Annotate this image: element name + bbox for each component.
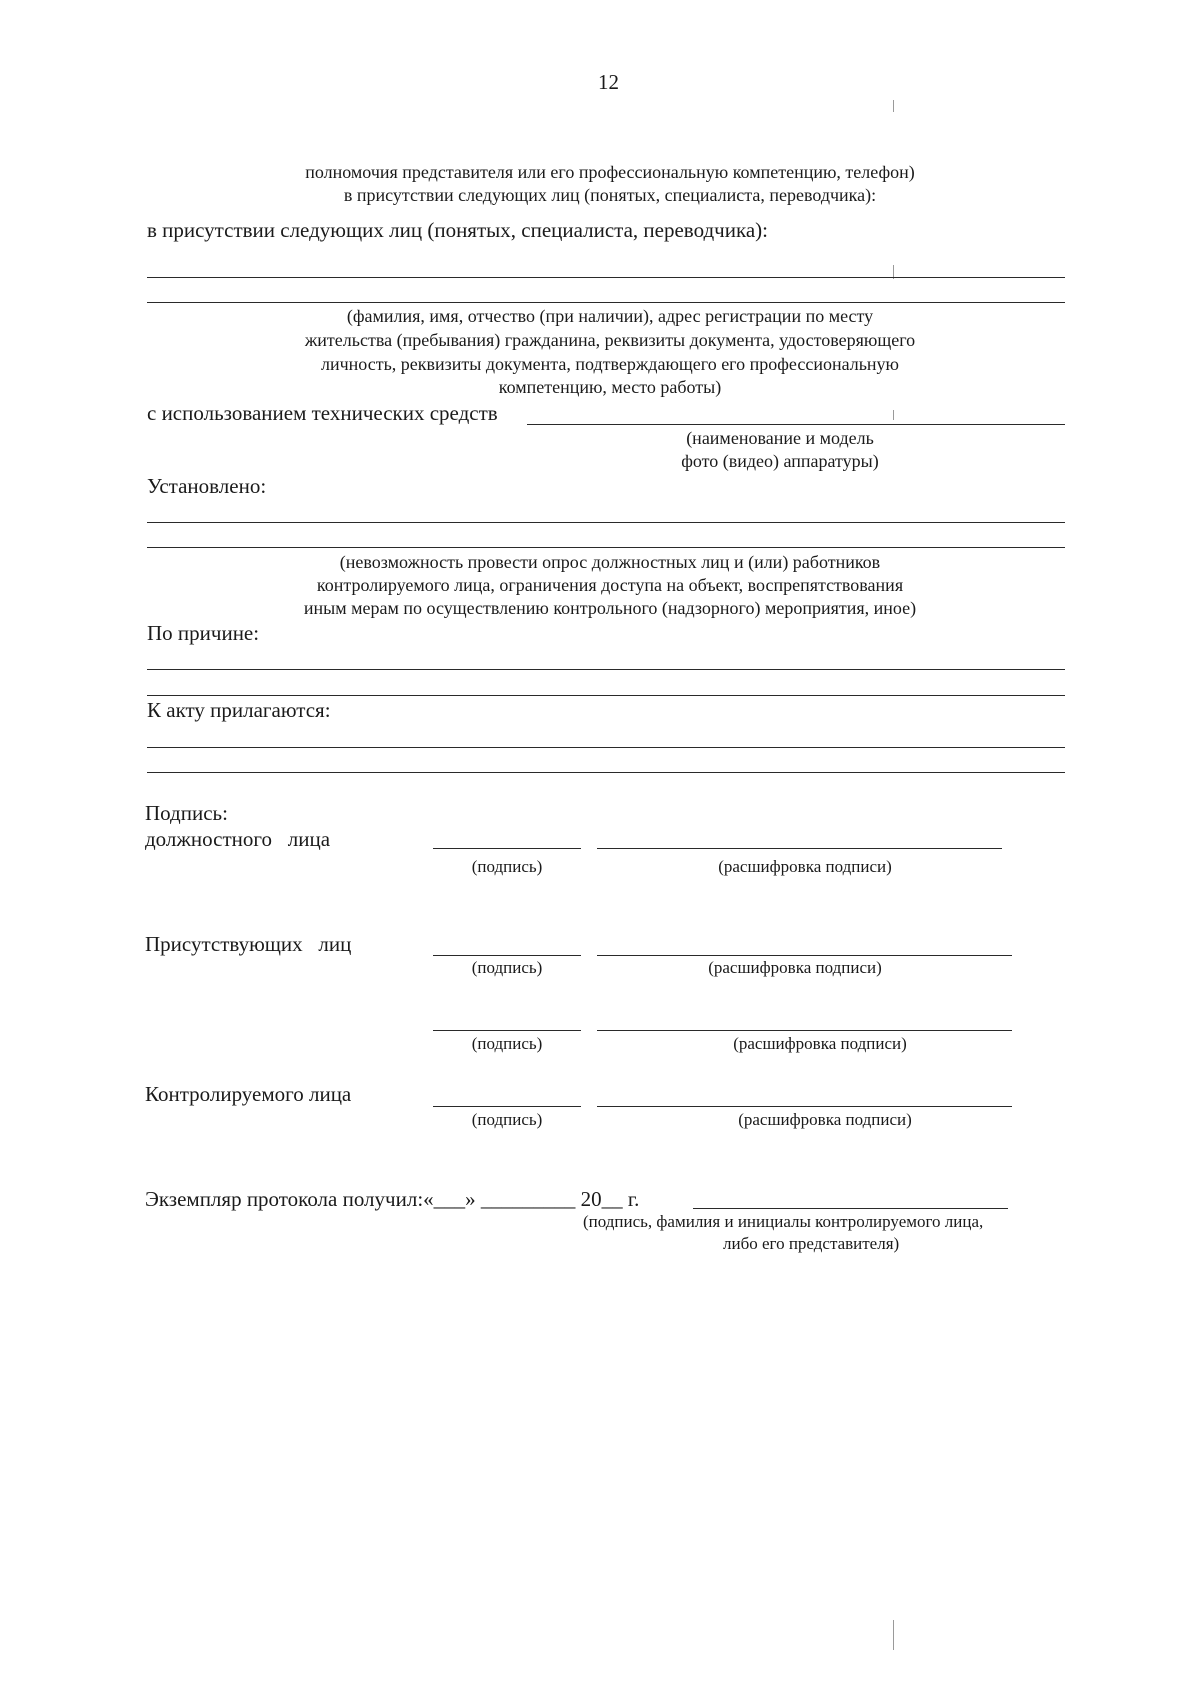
present-signature-caption-1: (подпись) <box>471 958 543 977</box>
present-decoding-caption-2: (расшифровка подписи) <box>733 1034 907 1053</box>
established-caption-line-3: иным мерам по осуществлению контрольного (надзорного) мероприятия, иное) <box>303 598 917 618</box>
present-signature-line-2 <box>433 1030 581 1031</box>
reason-fill-line-1 <box>147 669 1065 670</box>
established-fill-line-1 <box>147 522 1065 523</box>
established-caption-line-2: контролируемого лица, ограничения доступа на объект, воспрепятствования <box>316 575 904 595</box>
technical-means-caption-line-1: (наименование и модель <box>686 428 874 448</box>
official-signature-line <box>433 848 581 849</box>
official-signature-label: должностного лица <box>145 827 331 851</box>
technical-means-label: с использованием технических средств <box>147 401 498 425</box>
presence-fill-line-1 <box>147 277 1065 278</box>
official-signature-caption: (подпись) <box>471 857 543 876</box>
controlled-person-label: Контролируемого лица <box>145 1082 352 1106</box>
scan-artifact-mark <box>893 410 894 420</box>
presence-caption-line-2: жительства (пребывания) гражданина, реквизиты документа, удостоверяющего <box>304 330 916 350</box>
presence-label: в присутствии следующих лиц (понятых, специалиста, переводчика): <box>147 218 768 242</box>
presence-caption-line-4: компетенцию, место работы) <box>498 377 722 397</box>
present-decoding-line-1 <box>597 955 1012 956</box>
present-decoding-caption-1: (расшифровка подписи) <box>708 958 882 977</box>
attachments-fill-line-1 <box>147 747 1065 748</box>
controlled-signature-line <box>433 1106 581 1107</box>
present-decoding-line-2 <box>597 1030 1012 1031</box>
official-decoding-line <box>597 848 1002 849</box>
header-note-line-1: полномочия представителя или его профессиональную компетенцию, телефон) <box>305 162 915 182</box>
controlled-signature-caption: (подпись) <box>471 1110 543 1129</box>
reason-label: По причине: <box>147 621 260 645</box>
official-decoding-caption: (расшифровка подписи) <box>718 857 892 876</box>
page-number: 12 <box>598 70 619 94</box>
attachments-label: К акту прилагаются: <box>147 698 331 722</box>
controlled-decoding-caption: (расшифровка подписи) <box>738 1110 912 1129</box>
established-label: Установлено: <box>147 474 267 498</box>
technical-means-caption-line-2: фото (видео) аппаратуры) <box>681 451 879 471</box>
present-signature-caption-2: (подпись) <box>471 1034 543 1053</box>
established-fill-line-2 <box>147 547 1065 548</box>
attachments-fill-line-2 <box>147 772 1065 773</box>
presence-caption-line-1: (фамилия, имя, отчество (при наличии), адрес регистрации по месту <box>346 306 874 326</box>
copy-received-caption-line-1: (подпись, фамилия и инициалы контролируемого лица, <box>583 1212 984 1231</box>
header-note-line-2: в присутствии следующих лиц (понятых, специалиста, переводчика): <box>343 185 877 205</box>
copy-received-label: Экземпляр протокола получил:«___» _________ 20__ г. <box>145 1187 640 1211</box>
signatures-heading: Подпись: <box>145 801 228 825</box>
established-caption-line-1: (невозможность провести опрос должностных лиц и (или) работников <box>339 552 881 572</box>
copy-received-caption-line-2: либо его представителя) <box>723 1234 900 1253</box>
copy-received-signature-line <box>693 1208 1008 1209</box>
technical-means-fill-line <box>527 424 1065 425</box>
controlled-decoding-line <box>597 1106 1012 1107</box>
scan-artifact-mark <box>893 100 894 112</box>
present-persons-label: Присутствующих лиц <box>145 932 352 956</box>
present-signature-line-1 <box>433 955 581 956</box>
presence-fill-line-2 <box>147 302 1065 303</box>
reason-fill-line-2 <box>147 695 1065 696</box>
scan-artifact-mark <box>893 1620 894 1650</box>
presence-caption-line-3: личность, реквизиты документа, подтверждающего его профессиональную <box>320 354 900 374</box>
